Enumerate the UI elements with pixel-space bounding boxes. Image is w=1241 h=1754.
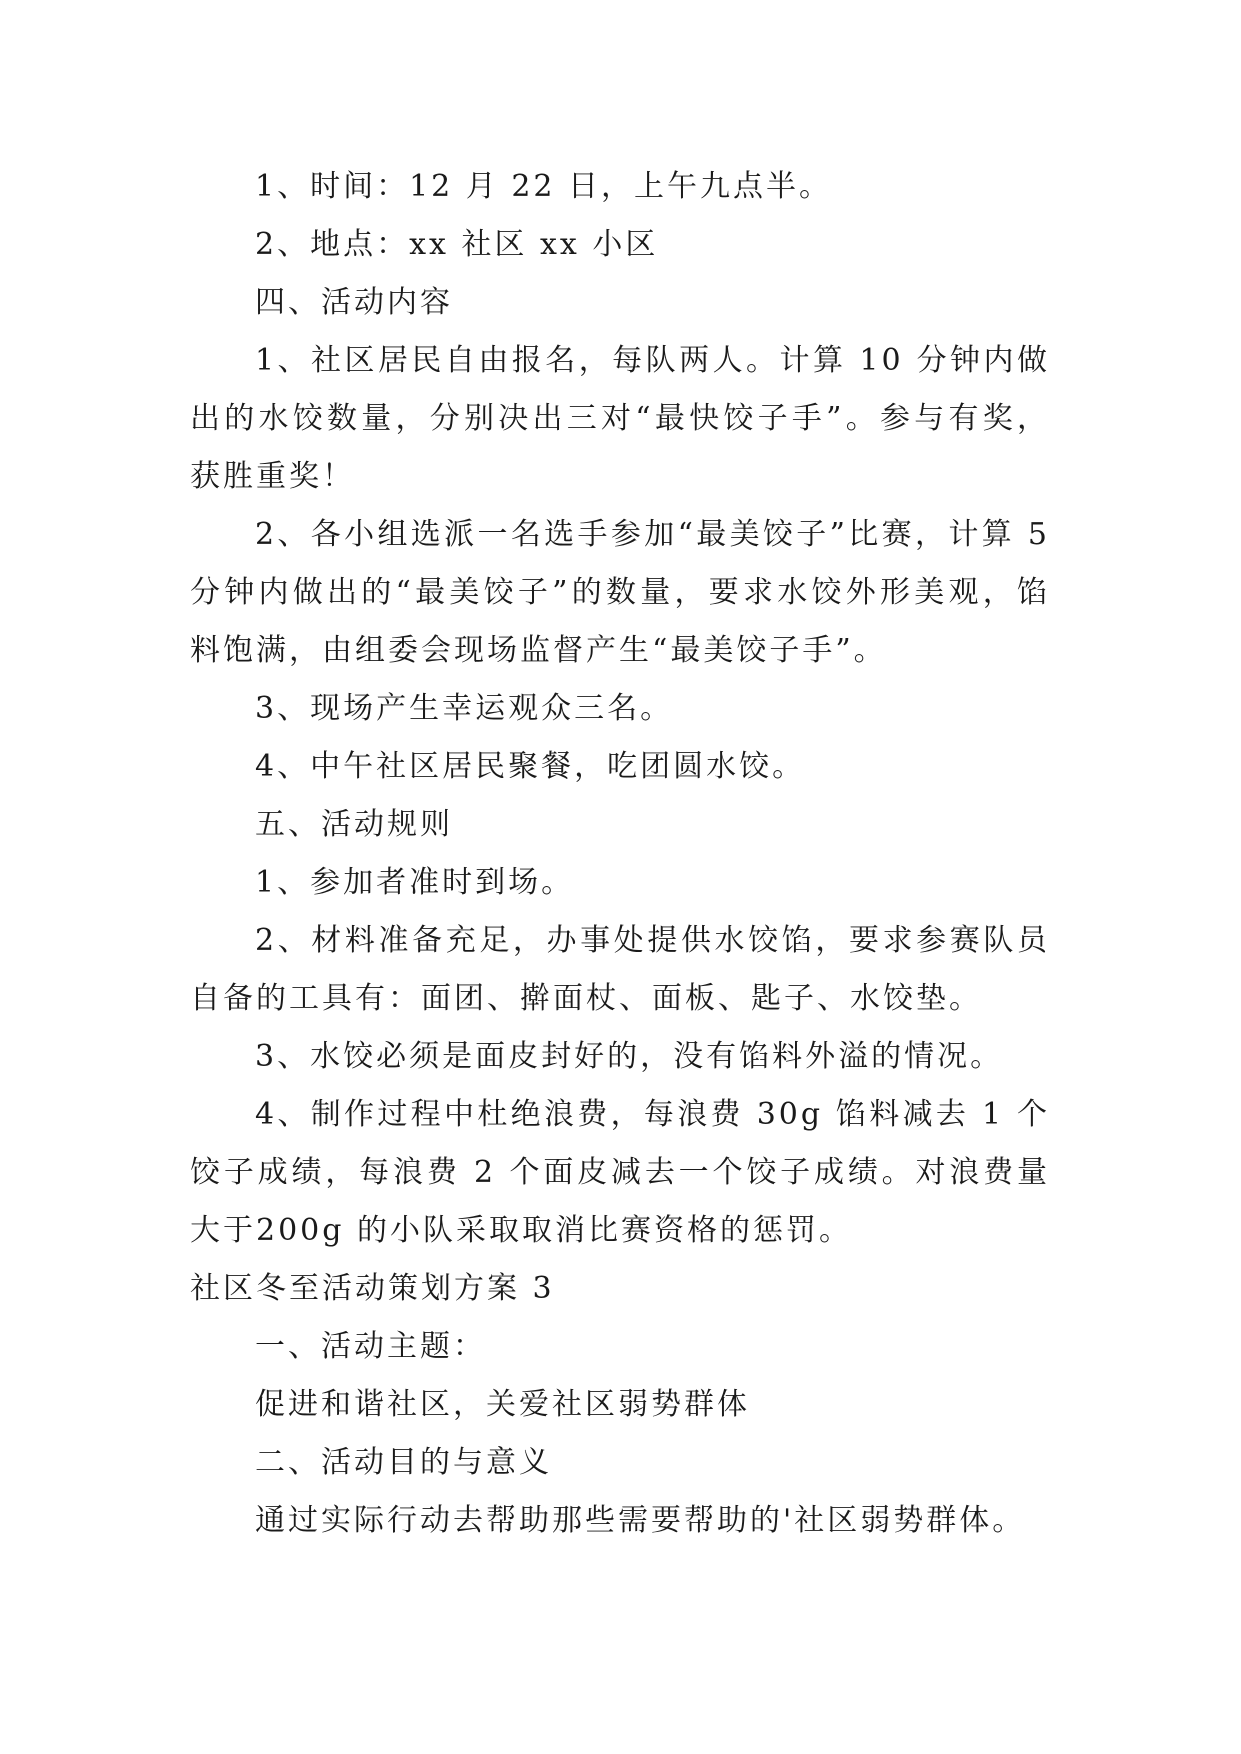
paragraph-time: 1、时间：12 月 22 日，上午九点半。: [255, 169, 833, 204]
section-heading-activity-rules: 五、活动规则: [255, 807, 453, 842]
paragraph-content-1: 1、社区居民自由报名，每队两人。计算 10 分钟内做出的水饺数量，分别决出三对“最快饺子手”。参与有奖，获胜重奖！: [190, 343, 1050, 494]
paragraph-content-2: 2、各小组选派一名选手参加“最美饺子”比赛，计算 5 分钟内做出的“最美饺子”的数量，要求水饺外形美观，馅料饱满，由组委会现场监督产生“最美饺子手”。: [190, 517, 1050, 668]
section-heading-purpose: 二、活动目的与意义: [255, 1445, 552, 1480]
paragraph-rule-4: 4、制作过程中杜绝浪费，每浪费 30g 馅料减去 1 个饺子成绩，每浪费 2 个面皮减去一个饺子成绩。对浪费量大于200g 的小队采取取消比赛资格的惩罚。: [190, 1097, 1050, 1248]
paragraph-rule-2: 2、材料准备充足，办事处提供水饺馅，要求参赛队员自备的工具有：面团、擀面杖、面板、匙子、水饺垫。: [190, 923, 1050, 1016]
paragraph-content-4: 4、中午社区居民聚餐，吃团圆水饺。: [255, 749, 806, 784]
paragraph-rule-1: 1、参加者准时到场。: [255, 865, 575, 900]
section-heading-activity-content: 四、活动内容: [255, 285, 453, 320]
paragraph-purpose: 通过实际行动去帮助那些需要帮助的'社区弱势群体。: [255, 1503, 1026, 1538]
paragraph-location: 2、地点：xx 社区 xx 小区: [255, 227, 659, 262]
paragraph-theme: 促进和谐社区，关爱社区弱势群体: [255, 1387, 750, 1422]
section-heading-activity-theme: 一、活动主题：: [255, 1329, 486, 1364]
paragraph-content-3: 3、现场产生幸运观众三名。: [255, 691, 674, 726]
document-body: [190, 158, 1050, 1550]
paragraph-rule-3: 3、水饺必须是面皮封好的，没有馅料外溢的情况。: [255, 1039, 1004, 1074]
document-title-plan-3: 社区冬至活动策划方案 3: [190, 1271, 555, 1306]
